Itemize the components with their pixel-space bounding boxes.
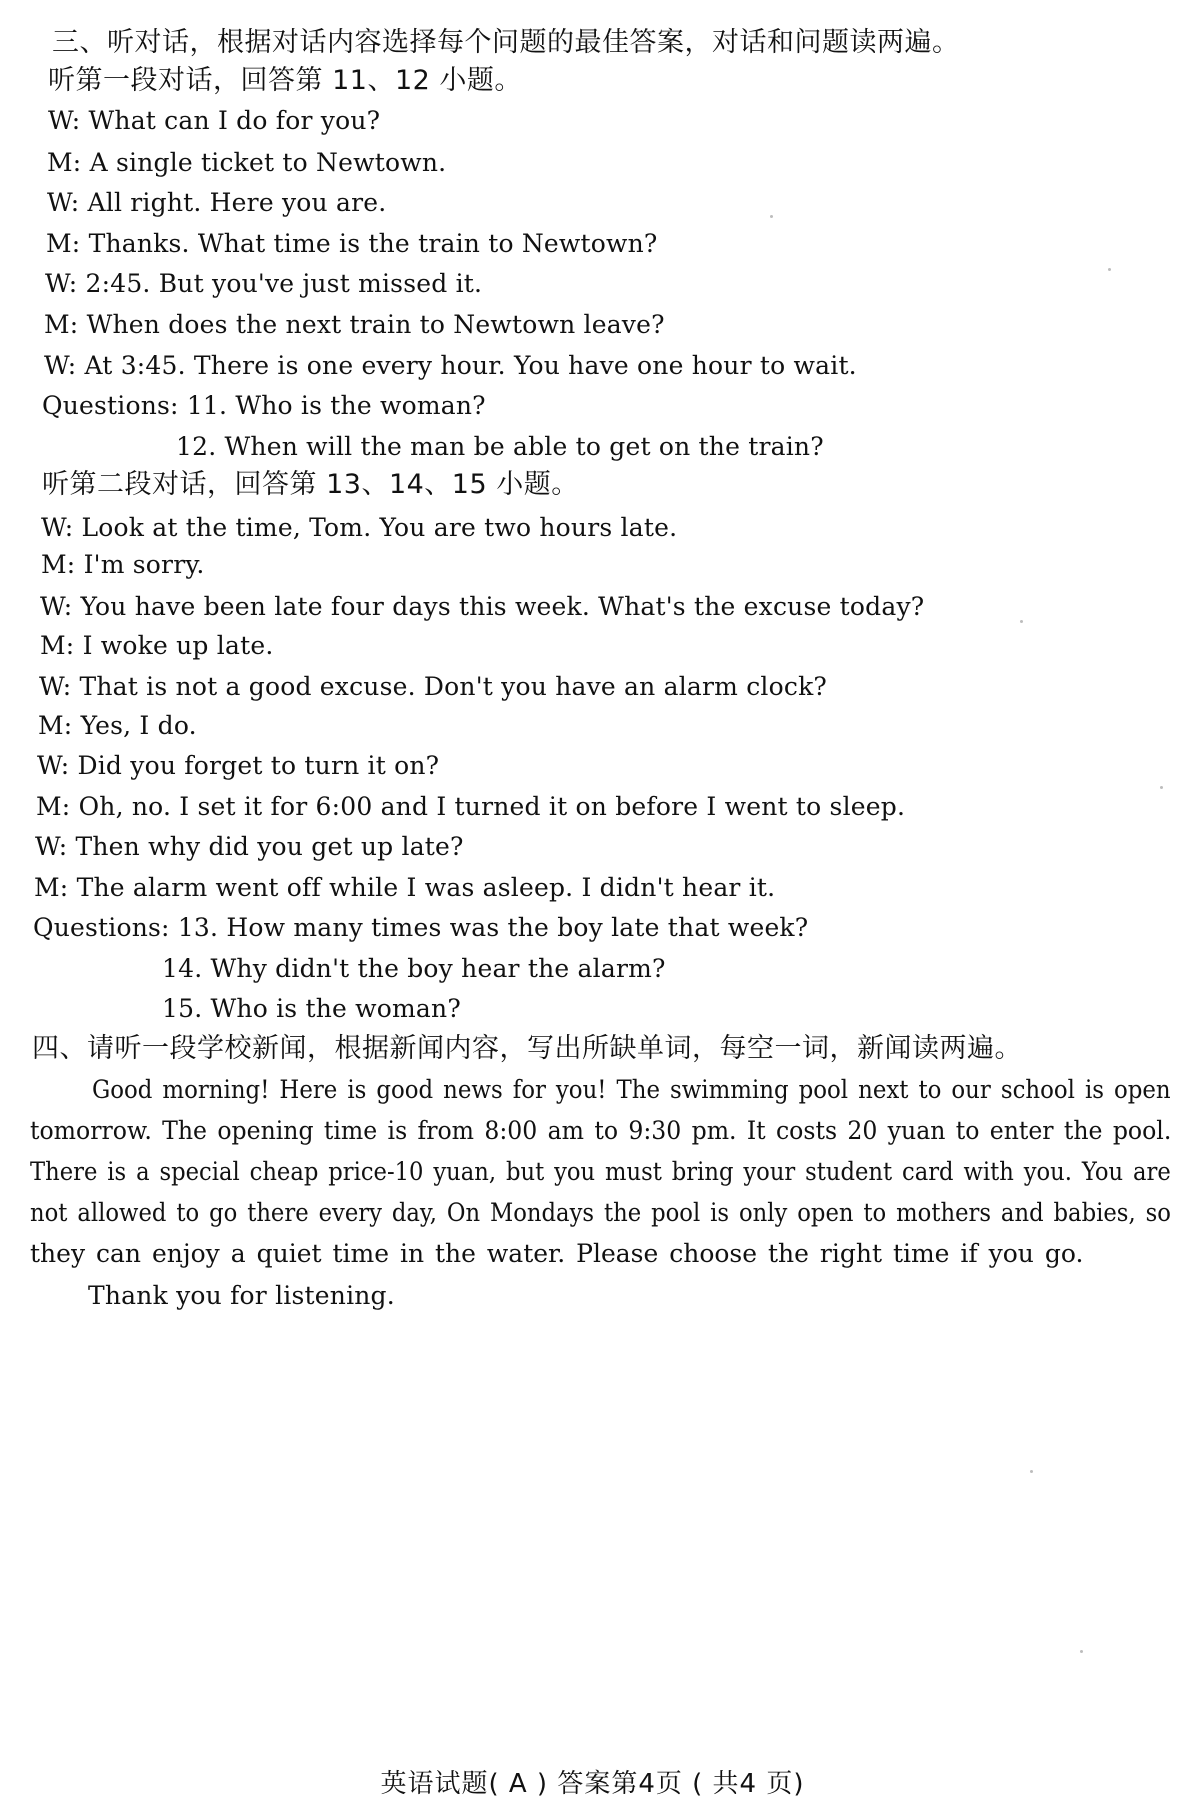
question-line: Questions: 13. How many times was the boy late that week? — [33, 913, 809, 942]
news-paragraph-line: they can enjoy a quiet time in the water. Please choose the right time if you go. — [30, 1239, 1084, 1268]
news-paragraph-line: not allowed to go there every day, On Mondays the pool is only open to mothers and babies, so — [30, 1198, 1171, 1227]
dialogue-line: W: 2:45. But you've just missed it. — [45, 269, 483, 298]
news-closing: Thank you for listening. — [88, 1281, 395, 1310]
dialogue-line: W: Then why did you get up late? — [35, 832, 464, 861]
section-4-heading: 四、请听一段学校新闻，根据新闻内容，写出所缺单词，每空一词，新闻读两遍。 — [32, 1033, 1022, 1064]
scan-speck — [1080, 1650, 1083, 1653]
dialogue-line: M: I woke up late. — [40, 631, 274, 660]
dialogue-line: M: The alarm went off while I was asleep. I didn't hear it. — [34, 873, 776, 902]
dialogue-2-intro: 听第二段对话，回答第 13、14、15 小题。 — [42, 469, 579, 500]
news-paragraph-line: There is a special cheap price-10 yuan, but you must bring your student card with you. You are — [30, 1157, 1171, 1186]
dialogue-line: M: Thanks. What time is the train to Newtown? — [46, 229, 658, 258]
dialogue-line: W: You have been late four days this week. What's the excuse today? — [40, 592, 925, 621]
dialogue-1-intro: 听第一段对话，回答第 11、12 小题。 — [48, 65, 522, 96]
scan-speck — [1020, 620, 1023, 623]
dialogue-line: M: I'm sorry. — [41, 550, 205, 579]
dialogue-line: W: All right. Here you are. — [47, 188, 387, 217]
section-3-heading: 三、听对话，根据对话内容选择每个问题的最佳答案，对话和问题读两遍。 — [52, 27, 960, 58]
dialogue-line: W: Did you forget to turn it on? — [37, 751, 440, 780]
dialogue-line: M: Yes, I do. — [38, 711, 197, 740]
news-paragraph-line: Good morning! Here is good news for you! The swimming pool next to our school is open — [92, 1075, 1171, 1104]
scan-speck — [1160, 786, 1163, 789]
dialogue-line: W: Look at the time, Tom. You are two hours late. — [41, 513, 678, 542]
scan-speck — [770, 215, 773, 218]
dialogue-line: M: Oh, no. I set it for 6:00 and I turned it on before I went to sleep. — [36, 792, 906, 821]
page-footer: 英语试题( A ) 答案第4页 ( 共4 页) — [380, 1769, 805, 1799]
question-line: Questions: 11. Who is the woman? — [42, 391, 486, 420]
dialogue-line: M: A single ticket to Newtown. — [47, 148, 447, 177]
dialogue-line: M: When does the next train to Newtown leave? — [44, 310, 665, 339]
dialogue-line: W: What can I do for you? — [48, 106, 381, 135]
scan-speck — [1108, 268, 1111, 271]
news-paragraph-line: tomorrow. The opening time is from 8:00 am to 9:30 pm. It costs 20 yuan to enter the pool. — [30, 1116, 1172, 1145]
question-line: 15. Who is the woman? — [162, 994, 461, 1023]
scan-speck — [1030, 1470, 1033, 1473]
question-line: 14. Why didn't the boy hear the alarm? — [162, 954, 666, 983]
dialogue-line: W: That is not a good excuse. Don't you have an alarm clock? — [39, 672, 828, 701]
dialogue-line: W: At 3:45. There is one every hour. You have one hour to wait. — [44, 351, 857, 380]
question-line: 12. When will the man be able to get on the train? — [176, 432, 824, 461]
